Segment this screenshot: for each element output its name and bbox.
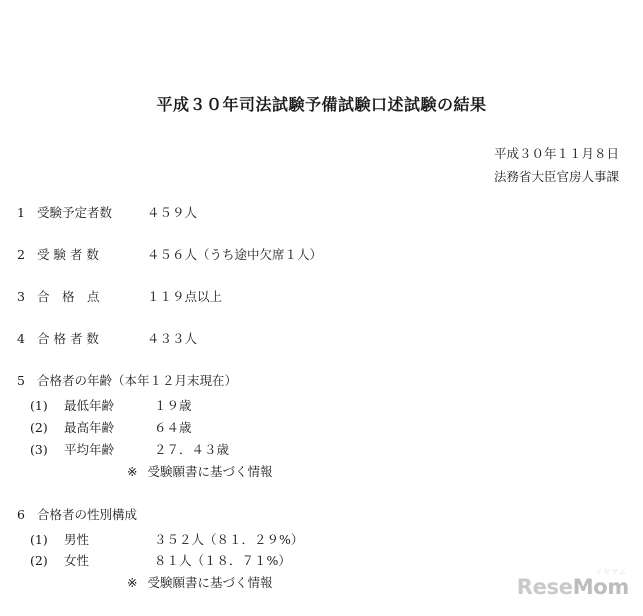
list-item [17,245,623,265]
age-row-index: (3) [30,441,48,457]
watermark-sub-text: リセマム [595,568,627,576]
gender-row-index: (2) [30,553,48,569]
item-label: 合 格 者 数 [37,331,99,346]
document-body [17,203,623,616]
age-row-index: (2) [30,419,48,435]
age-row [30,395,623,417]
item-label: 受験予定者数 [37,205,113,220]
gender-row-index: (1) [30,531,48,547]
age-row-value: ２７．４３歳 [154,441,230,457]
age-row-value: １９歳 [154,398,192,413]
age-note-text: 受験願書に基づく情報 [147,463,273,479]
item-value: ４３３人 [147,331,198,346]
item-label: 受 験 者 数 [37,247,99,262]
age-group [17,371,623,483]
gender-row [30,550,623,572]
gender-row-label: 男性 [64,531,90,547]
meta-issuer: 法務省大臣官房人事課 [493,169,619,185]
gender-row-value: ８１人（１８．７１%） [154,553,291,569]
meta-date: 平成３０年１１月８日 [493,146,619,161]
list-item [17,287,623,307]
item-number: 1 [17,205,25,220]
gender-note-text: 受験願書に基づく情報 [147,575,273,591]
document-meta [494,142,619,188]
age-row [30,417,623,439]
watermark-rese: Rese [516,575,573,599]
age-row [30,439,623,461]
gender-row-value: ３５２人（８１．２９%） [154,531,304,547]
age-note [127,461,623,483]
note-mark-icon: ※ [127,575,138,591]
item-number: 4 [17,331,25,346]
gender-row [30,529,623,551]
age-group-number: 5 [17,373,25,388]
page-title: 平成３０年司法試験予備試験口述試験の結果 [156,95,487,114]
age-group-heading: 合格者の年齢（本年１２月末現在） [37,373,238,388]
age-row-label: 平均年齢 [64,441,115,457]
age-row-value: ６４歳 [154,419,192,435]
note-mark-icon: ※ [127,463,138,479]
gender-group-heading: 合格者の性別構成 [37,506,138,522]
watermark-mom: Mom [572,575,629,599]
list-item [17,329,623,349]
gender-row-label: 女性 [64,553,90,569]
age-row-index: (1) [30,398,48,413]
age-row-label: 最低年齢 [64,398,115,413]
item-label: 合 格 点 [37,289,100,304]
item-number: 2 [17,247,25,262]
list-item [17,203,623,223]
watermark-logo [517,575,629,599]
gender-group-number: 6 [17,506,25,522]
item-value: １１９点以上 [147,289,223,304]
item-number: 3 [17,289,25,304]
item-value: ４５６人（うち途中欠席１人） [147,247,323,262]
age-row-label: 最高年齢 [64,419,115,435]
item-value: ４５９人 [147,205,198,220]
